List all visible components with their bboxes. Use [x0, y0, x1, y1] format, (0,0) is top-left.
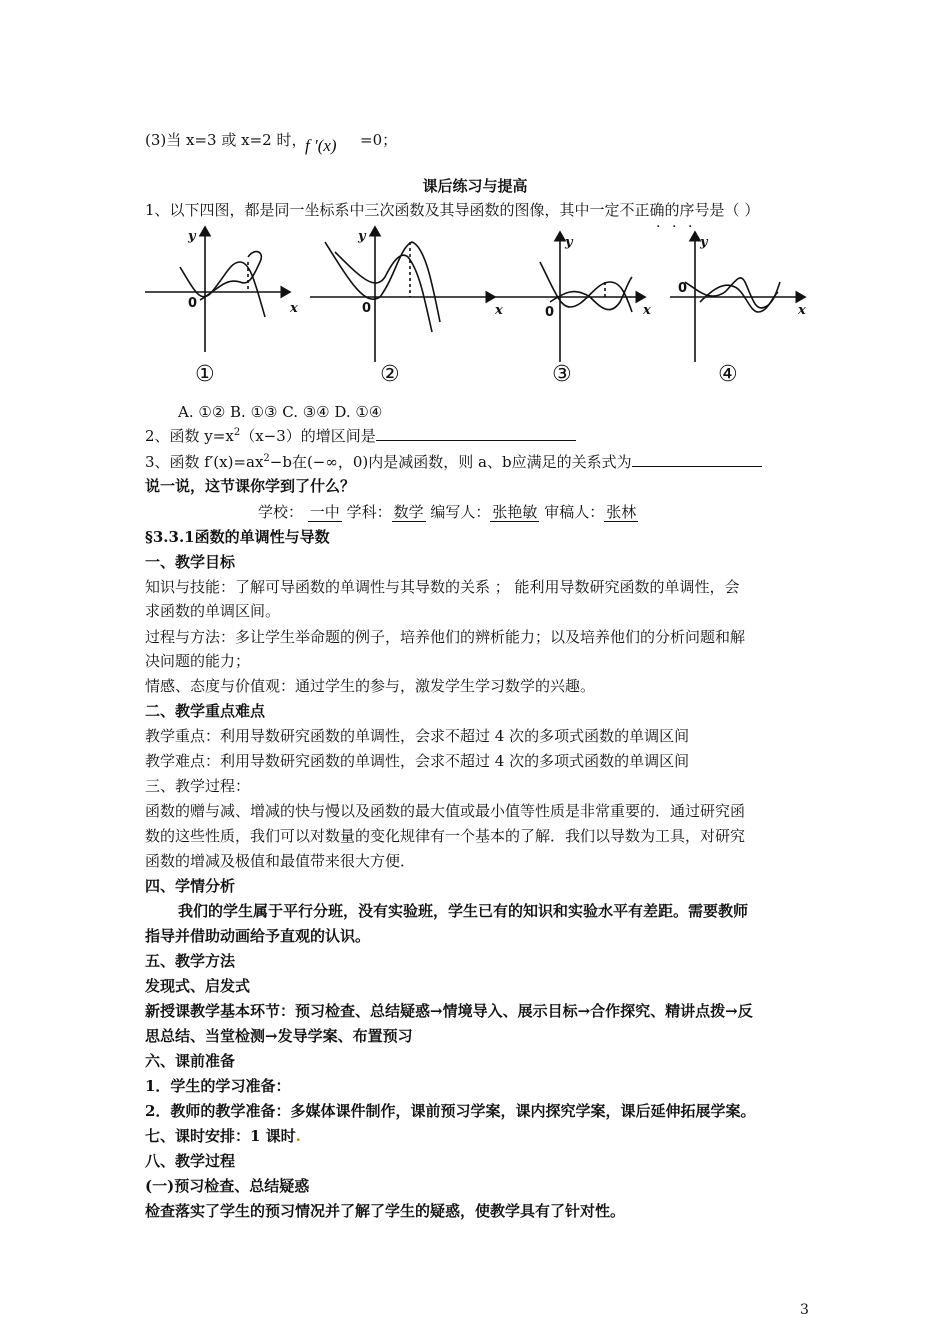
paragraph: 检查落实了学生的预习情况并了解了学生的疑惑，使教学具有了针对性。	[145, 1202, 626, 1220]
question-3: 3、函数 $f'(x)=ax^2-b$在(−∞，0)内是减函数，则 a、b应满足的关系式为	[145, 452, 762, 472]
paragraph: 知识与技能：了解可导函数的单调性与其导数的关系 ； 能利用导数研究函数的单调性，会	[145, 578, 740, 596]
paragraph: 数的这些性质，我们可以对数量的变化规律有一个基本的了解．我们以导数为工具，对研究	[145, 827, 746, 845]
paragraph: 决问题的能力；	[145, 652, 251, 670]
answer-blank-2[interactable]	[376, 426, 576, 441]
graph-2-y-label: y	[358, 229, 366, 244]
graph-1-y-label: y	[188, 229, 196, 244]
graph-2	[310, 227, 495, 362]
section-5: 五、教学方法	[145, 952, 236, 970]
question-2: 2、函数 $y=x^2(x-3)$的增区间是	[145, 426, 576, 446]
graph-3-y-label: y	[565, 235, 573, 250]
derivative-equals-zero: =0；	[360, 131, 398, 149]
item-3: (3)当 x=3 或 x=2 时，	[145, 131, 307, 149]
function-graphs	[140, 219, 810, 397]
graph-4-y-label: y	[700, 235, 708, 250]
paragraph: 2．教师的教学准备：多媒体课件制作，课前预习学案，课内探究学案，课后延伸拓展学案。	[145, 1102, 756, 1120]
reviewer: 张林	[606, 503, 637, 521]
graph-3	[495, 232, 645, 362]
graph-1-x-label: x	[290, 301, 298, 316]
section-4: 四、学情分析	[145, 877, 236, 895]
graph-2-origin: 0	[362, 301, 372, 316]
paragraph: 思总结、当堂检测→发导学案、布置预习	[145, 1027, 413, 1045]
paragraph: 1．学生的学习准备：	[145, 1077, 291, 1095]
emphasis-dot: ·	[672, 219, 677, 235]
paragraph: 求函数的单调区间。	[145, 602, 281, 620]
graph-2-x-label: x	[495, 303, 503, 318]
answer-options: A. ①② B. ①③ C. ③④ D. ①④	[178, 403, 383, 421]
page-number: 3	[800, 1302, 809, 1318]
section-6: 六、课前准备	[145, 1052, 236, 1070]
section-8: 八、教学过程	[145, 1152, 236, 1170]
section-3: 三、教学过程：	[145, 777, 251, 795]
question-1: 1、以下四图，都是同一坐标系中三次函数及其导函数的图像，其中一定不正确的序号是（ ）	[145, 201, 760, 219]
practice-title: 课后练习与提高	[422, 177, 528, 195]
summary-prompt: 说一说，这节课你学到了什么？	[145, 477, 356, 495]
graph-3-x-label: x	[643, 303, 651, 318]
paragraph: 函数的增减及极值和最值带来很大方便．	[145, 852, 416, 870]
emphasis-dot: ·	[688, 219, 693, 235]
author: 张艳敏	[492, 503, 538, 521]
graph-1	[145, 227, 290, 352]
graph-1-origin: 0	[188, 296, 198, 311]
paragraph: 情感、态度与价值观：通过学生的参与，激发学生学习数学的兴趣。	[145, 677, 596, 695]
section-2: 二、教学重点难点	[145, 702, 266, 720]
graph-label-2: ②	[380, 362, 400, 387]
graph-4	[670, 232, 805, 362]
emphasis-dot: ·	[656, 219, 661, 235]
paragraph: 函数的赠与减、增减的快与慢以及函数的最大值或最小值等性质是非常重要的．通过研究函	[145, 802, 746, 820]
paragraph: 教学难点：利用导数研究函数的单调性，会求不超过 4 次的多项式函数的单调区间	[145, 752, 690, 770]
answer-blank-3[interactable]	[632, 452, 762, 467]
graph-label-4: ④	[718, 362, 738, 387]
graphs-svg	[140, 219, 810, 397]
paragraph: (一)预习检查、总结疑惑	[145, 1177, 310, 1195]
subject: 数学	[393, 503, 424, 521]
section-7: 七、课时安排：1 课时.	[145, 1127, 301, 1145]
paragraph: 我们的学生属于平行分班，没有实验班，学生已有的知识和实验水平有差距。需要教师	[178, 902, 749, 920]
paragraph: 新授课教学基本环节：预习检查、总结疑惑→情境导入、展示目标→合作探究、精讲点拨→反	[145, 1002, 753, 1020]
graph-3-origin: 0	[545, 305, 555, 320]
graph-label-3: ③	[552, 362, 572, 387]
graph-4-origin: 0	[678, 281, 688, 296]
document-meta: 学校： 一中 学科： 数学 编写人： 张艳敏 审稿人： 张林	[258, 503, 637, 521]
paragraph: 指导并借助动画给予直观的认识。	[145, 927, 371, 945]
paragraph: 发现式、启发式	[145, 977, 251, 995]
paragraph: 教学重点：利用导数研究函数的单调性，会求不超过 4 次的多项式函数的单调区间	[145, 727, 690, 745]
paragraph: 过程与方法：多让学生举命题的例子，培养他们的辨析能力；以及培养他们的分析问题和解	[145, 628, 746, 646]
graph-4-curve-b	[700, 285, 778, 312]
graph-label-1: ①	[195, 362, 215, 387]
graph-4-curve-a	[685, 278, 780, 308]
school: 一中	[309, 503, 340, 521]
graph-2-curve-a	[325, 242, 440, 322]
lesson-title: §3.3.1函数的单调性与导数	[145, 528, 330, 546]
section-1: 一、教学目标	[145, 553, 236, 571]
derivative-expression: f ′(x)	[305, 136, 337, 155]
graph-4-x-label: x	[798, 303, 806, 318]
